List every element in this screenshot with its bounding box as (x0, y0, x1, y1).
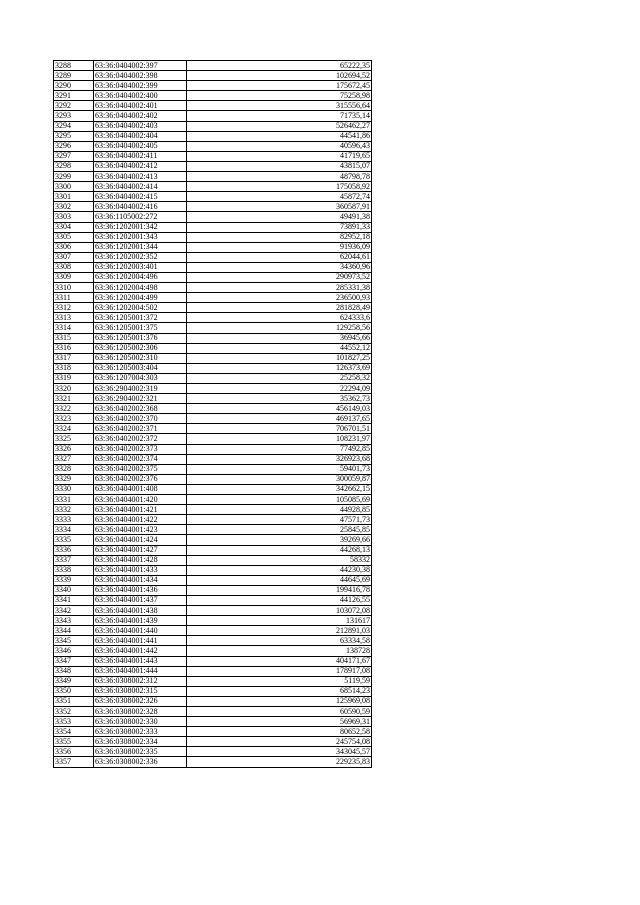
row-number-cell: 3352 (54, 707, 94, 717)
row-number-cell: 3328 (54, 464, 94, 474)
table-row (54, 555, 372, 565)
cadastral-number-cell: 63:36:0402002:374 (94, 454, 187, 464)
value-cell: 624333,6 (187, 313, 372, 323)
value-cell: 131617 (187, 616, 372, 626)
cadastral-number-cell: 63:36:0404002:399 (94, 81, 187, 91)
value-cell: 706701,51 (187, 424, 372, 434)
cadastral-number-cell: 63:36:0308002:330 (94, 717, 187, 727)
table-row (54, 121, 372, 131)
table-row (54, 363, 372, 373)
cadastral-number-cell: 63:36:0404001:444 (94, 666, 187, 676)
value-cell: 44645,69 (187, 575, 372, 585)
cadastral-number-cell: 63:36:1205001:372 (94, 313, 187, 323)
cadastral-number-cell: 63:36:0308002:335 (94, 747, 187, 757)
row-number-cell: 3339 (54, 575, 94, 585)
table-row (54, 575, 372, 585)
value-cell: 342662,15 (187, 484, 372, 494)
table-row (54, 384, 372, 394)
cadastral-number-cell: 63:36:0404001:428 (94, 555, 187, 565)
row-number-cell: 3306 (54, 242, 94, 252)
value-cell: 25258,32 (187, 373, 372, 383)
table-row (54, 666, 372, 676)
row-number-cell: 3355 (54, 737, 94, 747)
cadastral-number-cell: 63:36:0404001:423 (94, 525, 187, 535)
value-cell: 404171,67 (187, 656, 372, 666)
value-cell: 290973,52 (187, 272, 372, 282)
row-number-cell: 3343 (54, 616, 94, 626)
value-cell: 22294,09 (187, 384, 372, 394)
row-number-cell: 3314 (54, 323, 94, 333)
row-number-cell: 3291 (54, 91, 94, 101)
value-cell: 138728 (187, 646, 372, 656)
cadastral-number-cell: 63:36:1202004:499 (94, 293, 187, 303)
table-row (54, 192, 372, 202)
row-number-cell: 3346 (54, 646, 94, 656)
value-cell: 125969,08 (187, 696, 372, 706)
value-cell: 281828,49 (187, 303, 372, 313)
value-cell: 58332 (187, 555, 372, 565)
table-row (54, 81, 372, 91)
table-row (54, 414, 372, 424)
value-cell: 49491,38 (187, 212, 372, 222)
table-row (54, 717, 372, 727)
cadastral-number-cell: 63:36:0308002:336 (94, 757, 187, 767)
value-cell: 44541,86 (187, 131, 372, 141)
cadastral-number-cell: 63:36:0402002:368 (94, 404, 187, 414)
cadastral-number-cell: 63:36:0402002:373 (94, 444, 187, 454)
table-row (54, 707, 372, 717)
value-cell: 35362,73 (187, 394, 372, 404)
table-row (54, 373, 372, 383)
value-cell: 126373,69 (187, 363, 372, 373)
table-row (54, 212, 372, 222)
cadastral-number-cell: 63:36:0404001:439 (94, 616, 187, 626)
cadastral-number-cell: 63:36:1207004:303 (94, 373, 187, 383)
table-row (54, 222, 372, 232)
value-cell: 47571,73 (187, 515, 372, 525)
cadastral-number-cell: 63:36:0308002:333 (94, 727, 187, 737)
table-row (54, 626, 372, 636)
cadastral-number-cell: 63:36:0404001:408 (94, 484, 187, 494)
cadastral-number-cell: 63:36:0404002:412 (94, 161, 187, 171)
value-cell: 326923,68 (187, 454, 372, 464)
cadastral-number-cell: 63:36:1202004:496 (94, 272, 187, 282)
table-row (54, 131, 372, 141)
value-cell: 105085,69 (187, 495, 372, 505)
cadastral-number-cell: 63:36:1105002:272 (94, 212, 187, 222)
table-row (54, 232, 372, 242)
value-cell: 129258,56 (187, 323, 372, 333)
table-row (54, 141, 372, 151)
table-row (54, 474, 372, 484)
cadastral-number-cell: 63:36:1202001:344 (94, 242, 187, 252)
value-cell: 62044,61 (187, 252, 372, 262)
value-cell: 60590,59 (187, 707, 372, 717)
table-row (54, 424, 372, 434)
value-cell: 212891,03 (187, 626, 372, 636)
value-cell: 77492,85 (187, 444, 372, 454)
cadastral-number-cell: 63:36:0404002:415 (94, 192, 187, 202)
value-cell: 45872,74 (187, 192, 372, 202)
cadastral-number-cell: 63:36:0402002:372 (94, 434, 187, 444)
value-cell: 43815,07 (187, 161, 372, 171)
row-number-cell: 3295 (54, 131, 94, 141)
table-row (54, 525, 372, 535)
table-row (54, 545, 372, 555)
cadastral-number-cell: 63:36:0404002:414 (94, 182, 187, 192)
row-number-cell: 3329 (54, 474, 94, 484)
value-cell: 71735,14 (187, 111, 372, 121)
row-number-cell: 3356 (54, 747, 94, 757)
row-number-cell: 3319 (54, 373, 94, 383)
cadastral-number-cell: 63:36:0404002:397 (94, 61, 187, 71)
cadastral-value-table (53, 60, 372, 768)
cadastral-number-cell: 63:36:1202002:352 (94, 252, 187, 262)
table-row (54, 484, 372, 494)
cadastral-number-cell: 63:36:0404002:413 (94, 172, 187, 182)
value-cell: 82952,18 (187, 232, 372, 242)
table-row (54, 283, 372, 293)
row-number-cell: 3327 (54, 454, 94, 464)
cadastral-number-cell: 63:36:0308002:326 (94, 696, 187, 706)
row-number-cell: 3309 (54, 272, 94, 282)
value-cell: 229235,83 (187, 757, 372, 767)
cadastral-number-cell: 63:36:0308002:312 (94, 676, 187, 686)
cadastral-number-cell: 63:36:0402002:371 (94, 424, 187, 434)
value-cell: 44268,13 (187, 545, 372, 555)
table-row (54, 686, 372, 696)
row-number-cell: 3320 (54, 384, 94, 394)
value-cell: 175058,92 (187, 182, 372, 192)
table-row (54, 404, 372, 414)
value-cell: 360587,91 (187, 202, 372, 212)
value-cell: 44230,38 (187, 565, 372, 575)
table-row (54, 434, 372, 444)
table-row (54, 101, 372, 111)
row-number-cell: 3312 (54, 303, 94, 313)
row-number-cell: 3349 (54, 676, 94, 686)
row-number-cell: 3300 (54, 182, 94, 192)
cadastral-number-cell: 63:36:0404002:416 (94, 202, 187, 212)
value-cell: 285331,38 (187, 283, 372, 293)
value-cell: 75258,98 (187, 91, 372, 101)
cadastral-number-cell: 63:36:0402002:375 (94, 464, 187, 474)
value-cell: 245754,08 (187, 737, 372, 747)
table-row (54, 505, 372, 515)
row-number-cell: 3305 (54, 232, 94, 242)
value-cell: 34360,96 (187, 262, 372, 272)
row-number-cell: 3297 (54, 151, 94, 161)
value-cell: 44552,12 (187, 343, 372, 353)
value-cell: 68514,23 (187, 686, 372, 696)
cadastral-number-cell: 63:36:0404002:402 (94, 111, 187, 121)
value-cell: 40596,43 (187, 141, 372, 151)
value-cell: 199416,78 (187, 585, 372, 595)
table-row (54, 585, 372, 595)
table-row (54, 252, 372, 262)
table-row (54, 323, 372, 333)
table-row (54, 646, 372, 656)
value-cell: 108231,97 (187, 434, 372, 444)
value-cell: 36945,66 (187, 333, 372, 343)
cadastral-number-cell: 63:36:0404002:401 (94, 101, 187, 111)
row-number-cell: 3311 (54, 293, 94, 303)
cadastral-number-cell: 63:36:0402002:376 (94, 474, 187, 484)
row-number-cell: 3340 (54, 585, 94, 595)
cadastral-number-cell: 63:36:1202004:502 (94, 303, 187, 313)
value-cell: 236500,93 (187, 293, 372, 303)
value-cell: 65222,35 (187, 61, 372, 71)
row-number-cell: 3324 (54, 424, 94, 434)
cadastral-number-cell: 63:36:1205002:310 (94, 353, 187, 363)
cadastral-number-cell: 63:36:0404001:437 (94, 595, 187, 605)
row-number-cell: 3330 (54, 484, 94, 494)
row-number-cell: 3335 (54, 535, 94, 545)
table-row (54, 91, 372, 101)
value-cell: 102694,52 (187, 71, 372, 81)
value-cell: 59401,73 (187, 464, 372, 474)
row-number-cell: 3323 (54, 414, 94, 424)
table-row (54, 757, 372, 767)
cadastral-number-cell: 63:36:2904002:321 (94, 394, 187, 404)
value-cell: 63334,58 (187, 636, 372, 646)
table-row (54, 394, 372, 404)
cadastral-number-cell: 63:36:0404002:403 (94, 121, 187, 131)
cadastral-number-cell: 63:36:0404001:443 (94, 656, 187, 666)
cadastral-number-cell: 63:36:1202001:342 (94, 222, 187, 232)
row-number-cell: 3357 (54, 757, 94, 767)
value-cell: 44928,85 (187, 505, 372, 515)
table-row (54, 464, 372, 474)
cadastral-number-cell: 63:36:2904002:319 (94, 384, 187, 394)
table-row (54, 111, 372, 121)
cadastral-number-cell: 63:36:0404001:440 (94, 626, 187, 636)
value-cell: 39269,66 (187, 535, 372, 545)
table-row (54, 454, 372, 464)
cadastral-number-cell: 63:36:0404001:434 (94, 575, 187, 585)
row-number-cell: 3351 (54, 696, 94, 706)
cadastral-number-cell: 63:36:0402002:370 (94, 414, 187, 424)
table-row (54, 535, 372, 545)
cadastral-number-cell: 63:36:1205001:375 (94, 323, 187, 333)
row-number-cell: 3350 (54, 686, 94, 696)
row-number-cell: 3334 (54, 525, 94, 535)
value-cell: 175672,45 (187, 81, 372, 91)
cadastral-number-cell: 63:36:0404002:405 (94, 141, 187, 151)
row-number-cell: 3338 (54, 565, 94, 575)
table-row (54, 676, 372, 686)
row-number-cell: 3332 (54, 505, 94, 515)
value-cell: 101827,25 (187, 353, 372, 363)
value-cell: 56969,31 (187, 717, 372, 727)
table-row (54, 272, 372, 282)
value-cell: 44126,55 (187, 595, 372, 605)
row-number-cell: 3326 (54, 444, 94, 454)
row-number-cell: 3333 (54, 515, 94, 525)
row-number-cell: 3344 (54, 626, 94, 636)
table-row (54, 727, 372, 737)
table-row (54, 747, 372, 757)
table-row (54, 636, 372, 646)
table-row (54, 737, 372, 747)
row-number-cell: 3321 (54, 394, 94, 404)
row-number-cell: 3289 (54, 71, 94, 81)
cadastral-number-cell: 63:36:1205001:376 (94, 333, 187, 343)
cadastral-number-cell: 63:36:0404001:420 (94, 495, 187, 505)
cadastral-number-cell: 63:36:0308002:334 (94, 737, 187, 747)
value-cell: 41719,65 (187, 151, 372, 161)
table-row (54, 343, 372, 353)
row-number-cell: 3307 (54, 252, 94, 262)
table-row (54, 242, 372, 252)
value-cell: 315556,64 (187, 101, 372, 111)
value-cell: 73891,33 (187, 222, 372, 232)
value-cell: 343045,57 (187, 747, 372, 757)
table-row (54, 595, 372, 605)
table-row (54, 495, 372, 505)
value-cell: 178917,08 (187, 666, 372, 676)
row-number-cell: 3316 (54, 343, 94, 353)
table-row (54, 71, 372, 81)
row-number-cell: 3337 (54, 555, 94, 565)
value-cell: 48798,78 (187, 172, 372, 182)
row-number-cell: 3290 (54, 81, 94, 91)
row-number-cell: 3317 (54, 353, 94, 363)
table-row (54, 696, 372, 706)
row-number-cell: 3294 (54, 121, 94, 131)
table-row (54, 303, 372, 313)
table-row (54, 182, 372, 192)
table-row (54, 161, 372, 171)
cadastral-number-cell: 63:36:0404001:433 (94, 565, 187, 575)
table-row (54, 262, 372, 272)
cadastral-number-cell: 63:36:0404001:438 (94, 606, 187, 616)
cadastral-number-cell: 63:36:1202004:498 (94, 283, 187, 293)
row-number-cell: 3354 (54, 727, 94, 737)
cadastral-number-cell: 63:36:0404002:400 (94, 91, 187, 101)
table-row (54, 444, 372, 454)
value-cell: 469137,65 (187, 414, 372, 424)
table-row (54, 515, 372, 525)
cadastral-number-cell: 63:36:0404001:442 (94, 646, 187, 656)
row-number-cell: 3318 (54, 363, 94, 373)
table-row (54, 656, 372, 666)
row-number-cell: 3301 (54, 192, 94, 202)
cadastral-number-cell: 63:36:0404001:422 (94, 515, 187, 525)
table-row (54, 565, 372, 575)
row-number-cell: 3322 (54, 404, 94, 414)
value-cell: 103072,08 (187, 606, 372, 616)
cadastral-number-cell: 63:36:0308002:328 (94, 707, 187, 717)
row-number-cell: 3341 (54, 595, 94, 605)
row-number-cell: 3342 (54, 606, 94, 616)
value-cell: 80652,58 (187, 727, 372, 737)
value-cell: 5119,59 (187, 676, 372, 686)
cadastral-number-cell: 63:36:0404002:411 (94, 151, 187, 161)
row-number-cell: 3304 (54, 222, 94, 232)
cadastral-number-cell: 63:36:0404001:427 (94, 545, 187, 555)
cadastral-number-cell: 63:36:0404001:436 (94, 585, 187, 595)
row-number-cell: 3336 (54, 545, 94, 555)
table-row (54, 172, 372, 182)
table-row (54, 151, 372, 161)
row-number-cell: 3310 (54, 283, 94, 293)
value-cell: 456149,03 (187, 404, 372, 414)
row-number-cell: 3347 (54, 656, 94, 666)
row-number-cell: 3299 (54, 172, 94, 182)
cadastral-number-cell: 63:36:1202003:401 (94, 262, 187, 272)
cadastral-number-cell: 63:36:0404002:398 (94, 71, 187, 81)
row-number-cell: 3315 (54, 333, 94, 343)
value-cell: 25845,85 (187, 525, 372, 535)
row-number-cell: 3331 (54, 495, 94, 505)
row-number-cell: 3288 (54, 61, 94, 71)
cadastral-number-cell: 63:36:0404002:404 (94, 131, 187, 141)
row-number-cell: 3313 (54, 313, 94, 323)
cadastral-number-cell: 63:36:0404001:421 (94, 505, 187, 515)
table-row (54, 202, 372, 212)
row-number-cell: 3303 (54, 212, 94, 222)
cadastral-number-cell: 63:36:0404001:424 (94, 535, 187, 545)
cadastral-number-cell: 63:36:0404001:441 (94, 636, 187, 646)
cadastral-number-cell: 63:36:1205002:306 (94, 343, 187, 353)
row-number-cell: 3293 (54, 111, 94, 121)
row-number-cell: 3345 (54, 636, 94, 646)
row-number-cell: 3296 (54, 141, 94, 151)
row-number-cell: 3292 (54, 101, 94, 111)
table-row (54, 616, 372, 626)
row-number-cell: 3302 (54, 202, 94, 212)
value-cell: 91936,09 (187, 242, 372, 252)
row-number-cell: 3298 (54, 161, 94, 171)
table-row (54, 353, 372, 363)
value-cell: 300059,87 (187, 474, 372, 484)
cadastral-number-cell: 63:36:0308002:315 (94, 686, 187, 696)
row-number-cell: 3353 (54, 717, 94, 727)
cadastral-number-cell: 63:36:1205003:404 (94, 363, 187, 373)
row-number-cell: 3308 (54, 262, 94, 272)
table-row (54, 293, 372, 303)
table-row (54, 61, 372, 71)
row-number-cell: 3348 (54, 666, 94, 676)
table-row (54, 606, 372, 616)
value-cell: 526462,27 (187, 121, 372, 131)
cadastral-number-cell: 63:36:1202001:343 (94, 232, 187, 242)
table-row (54, 313, 372, 323)
row-number-cell: 3325 (54, 434, 94, 444)
table-body (54, 61, 372, 768)
table-row (54, 333, 372, 343)
